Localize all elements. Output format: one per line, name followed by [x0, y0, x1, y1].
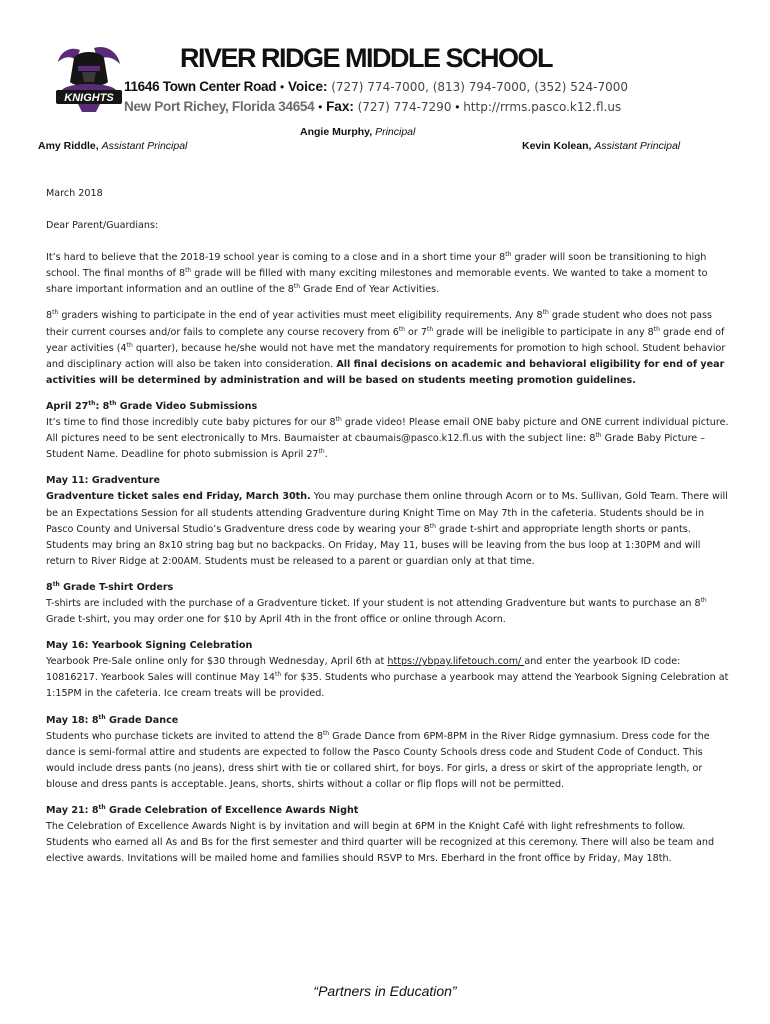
dance-heading: May 18: 8th Grade Dance	[46, 713, 179, 726]
awards-paragraph: The Celebration of Excellence Awards Night is by invitation and will begin at 6PM in the Knight Café with light refreshments to follow. Students who earned all As and Bs for the first semester and third quarter will be recognized at this ceremony. There will also be team and elective awards. Invitations will be mailed home and families should RSVP to Mrs. Eberhard in the front office by Friday, May 18th.	[46, 821, 715, 865]
assistant-principal-2	[522, 140, 680, 152]
separator-dot: •	[279, 80, 285, 94]
footer-motto: “Partners in Education”	[313, 983, 457, 999]
principal-name: Angie Murphy,	[300, 126, 373, 138]
logo-text: KNIGHTS	[64, 92, 114, 104]
street-address: 11646 Town Center Road	[124, 79, 277, 94]
eligibility-paragraph: 8th graders wishing to participate in the end of year activities must meet eligibility requirements. Any 8th grade student who does not pass their current courses and/or fails to complete any course recovery from 6th or 7th grade will be ineligible to participate in any 8th grade end of year activities (4th quarter), because he/she would not have met the mandatory requirements for promotion to high school. Student behavior and disciplinary action will also be taken into consideration. All final decisions on academic and behavioral eligibility for end of year activities will be determined by administration and will be based on students meeting promotion guidelines.	[46, 309, 726, 386]
ap2-title: Assistant Principal	[594, 140, 681, 152]
header-address-line-1	[124, 79, 628, 94]
fax-number: (727) 774-7290	[357, 100, 452, 114]
separator-dot: •	[318, 100, 323, 114]
yearbook-paragraph: Yearbook Pre-Sale online only for $30 through Wednesday, April 6th at https://ybpay.lifetouch.com/ and enter the yearbook ID code: 10816217. Yearbook Sales will continue May 14th for $35. Students who purchase a yearbook may attend the Yearbook Signing Celebration at 1:15PM in the cafeteria. Ice cream treats will be provided.	[46, 656, 729, 700]
intro-paragraph: It’s hard to believe that the 2018-19 school year is coming to a close and in a short time your 8th grader will soon be transitioning to high school. The final months of 8th grade will be filled with many exciting milestones and memorable events. We wanted to take a moment to share important information and an outline of the 8th Grade End of Year Activities.	[46, 251, 708, 296]
principal	[300, 126, 415, 138]
website-link[interactable]: http://rrms.pasco.k12.fl.us	[463, 100, 622, 114]
yearbook-heading: May 16: Yearbook Signing Celebration	[46, 640, 253, 652]
voice-numbers: (727) 774-7000, (813) 794-7000, (352) 524-7000	[331, 80, 629, 94]
video-paragraph: It’s time to find those incredibly cute baby pictures for our 8th grade video! Please email ONE baby picture and ONE current individual picture. All pictures need to be sent electronically to Mrs. Baumaister at cbaumais@pasco.k12.fl.us with the subject line: 8th Grade Baby Picture – Student Name. Deadline for photo submission is April 27th.	[46, 416, 729, 461]
ap1-name: Amy Riddle,	[38, 140, 99, 152]
header-address-line-2	[124, 99, 621, 114]
city-address: New Port Richey, Florida 34654	[124, 99, 315, 114]
dance-paragraph: Students who purchase tickets are invited to attend the 8th Grade Dance from 6PM-8PM in the River Ridge gymnasium. Dress code for the dance is semi-formal attire and students are expected to follow the Pasco County Schools dress code and Student Code of Conduct. This would include dress pants (no jeans), dress shirt with tie or collared shirt, for boys. For girls, a dress or skirt of the appropriate length, or blouse and dress pants is acceptable. Jeans, shorts, shirts without a collar or flip flops will not be permitted.	[46, 729, 710, 790]
awards-heading: May 21: 8th Grade Celebration of Excellence Awards Night	[46, 804, 359, 816]
knight-mascot-icon	[50, 44, 128, 114]
letter-date: March 2018	[46, 188, 103, 199]
tshirt-heading: 8th Grade T-shirt Orders	[46, 580, 174, 593]
ap1-title: Assistant Principal	[101, 140, 188, 152]
tshirt-paragraph: T-shirts are included with the purchase of a Gradventure ticket. If your student is not attending Gradventure but wants to purchase an 8th Grade t-shirt, you may order one for $10 by April 4th in the front office or online through Acorn.	[46, 596, 707, 626]
gradventure-heading: May 11: Gradventure	[46, 475, 161, 487]
letter-body	[46, 186, 730, 867]
separator-dot: •	[455, 100, 460, 114]
voice-label: Voice:	[287, 79, 328, 94]
school-logo	[50, 44, 128, 114]
principal-title: Principal	[375, 126, 416, 138]
yearbook-link[interactable]: https://ybpay.lifetouch.com/	[387, 656, 525, 668]
ap2-name: Kevin Kolean,	[522, 140, 592, 152]
assistant-principal-1	[38, 140, 187, 152]
video-heading: April 27th: 8th Grade Video Submissions	[46, 399, 258, 412]
fax-label: Fax:	[326, 99, 354, 114]
salutation: Dear Parent/Guardians:	[46, 220, 159, 232]
gradventure-paragraph: Gradventure ticket sales end Friday, March 30th. You may purchase them online through Acorn or to Ms. Sullivan, Gold Team. There will be an Expectations Session for all students attending Gradventure during Knight Time on May 7th in the cafeteria. Students should be in Pasco County and Universal Studio’s Gradventure dress code by wearing your 8th grade t-shirt and appropriate length shorts or pants. Students may bring an 8x10 string bag but no backpacks. On Friday, May 11, buses will be leaving from the bus loop at 1:30PM and will return to River Ridge at 2:00AM. Students must be released to a parent or guardian only at that time.	[46, 491, 728, 567]
school-name: RIVER RIDGE MIDDLE SCHOOL	[180, 43, 553, 73]
